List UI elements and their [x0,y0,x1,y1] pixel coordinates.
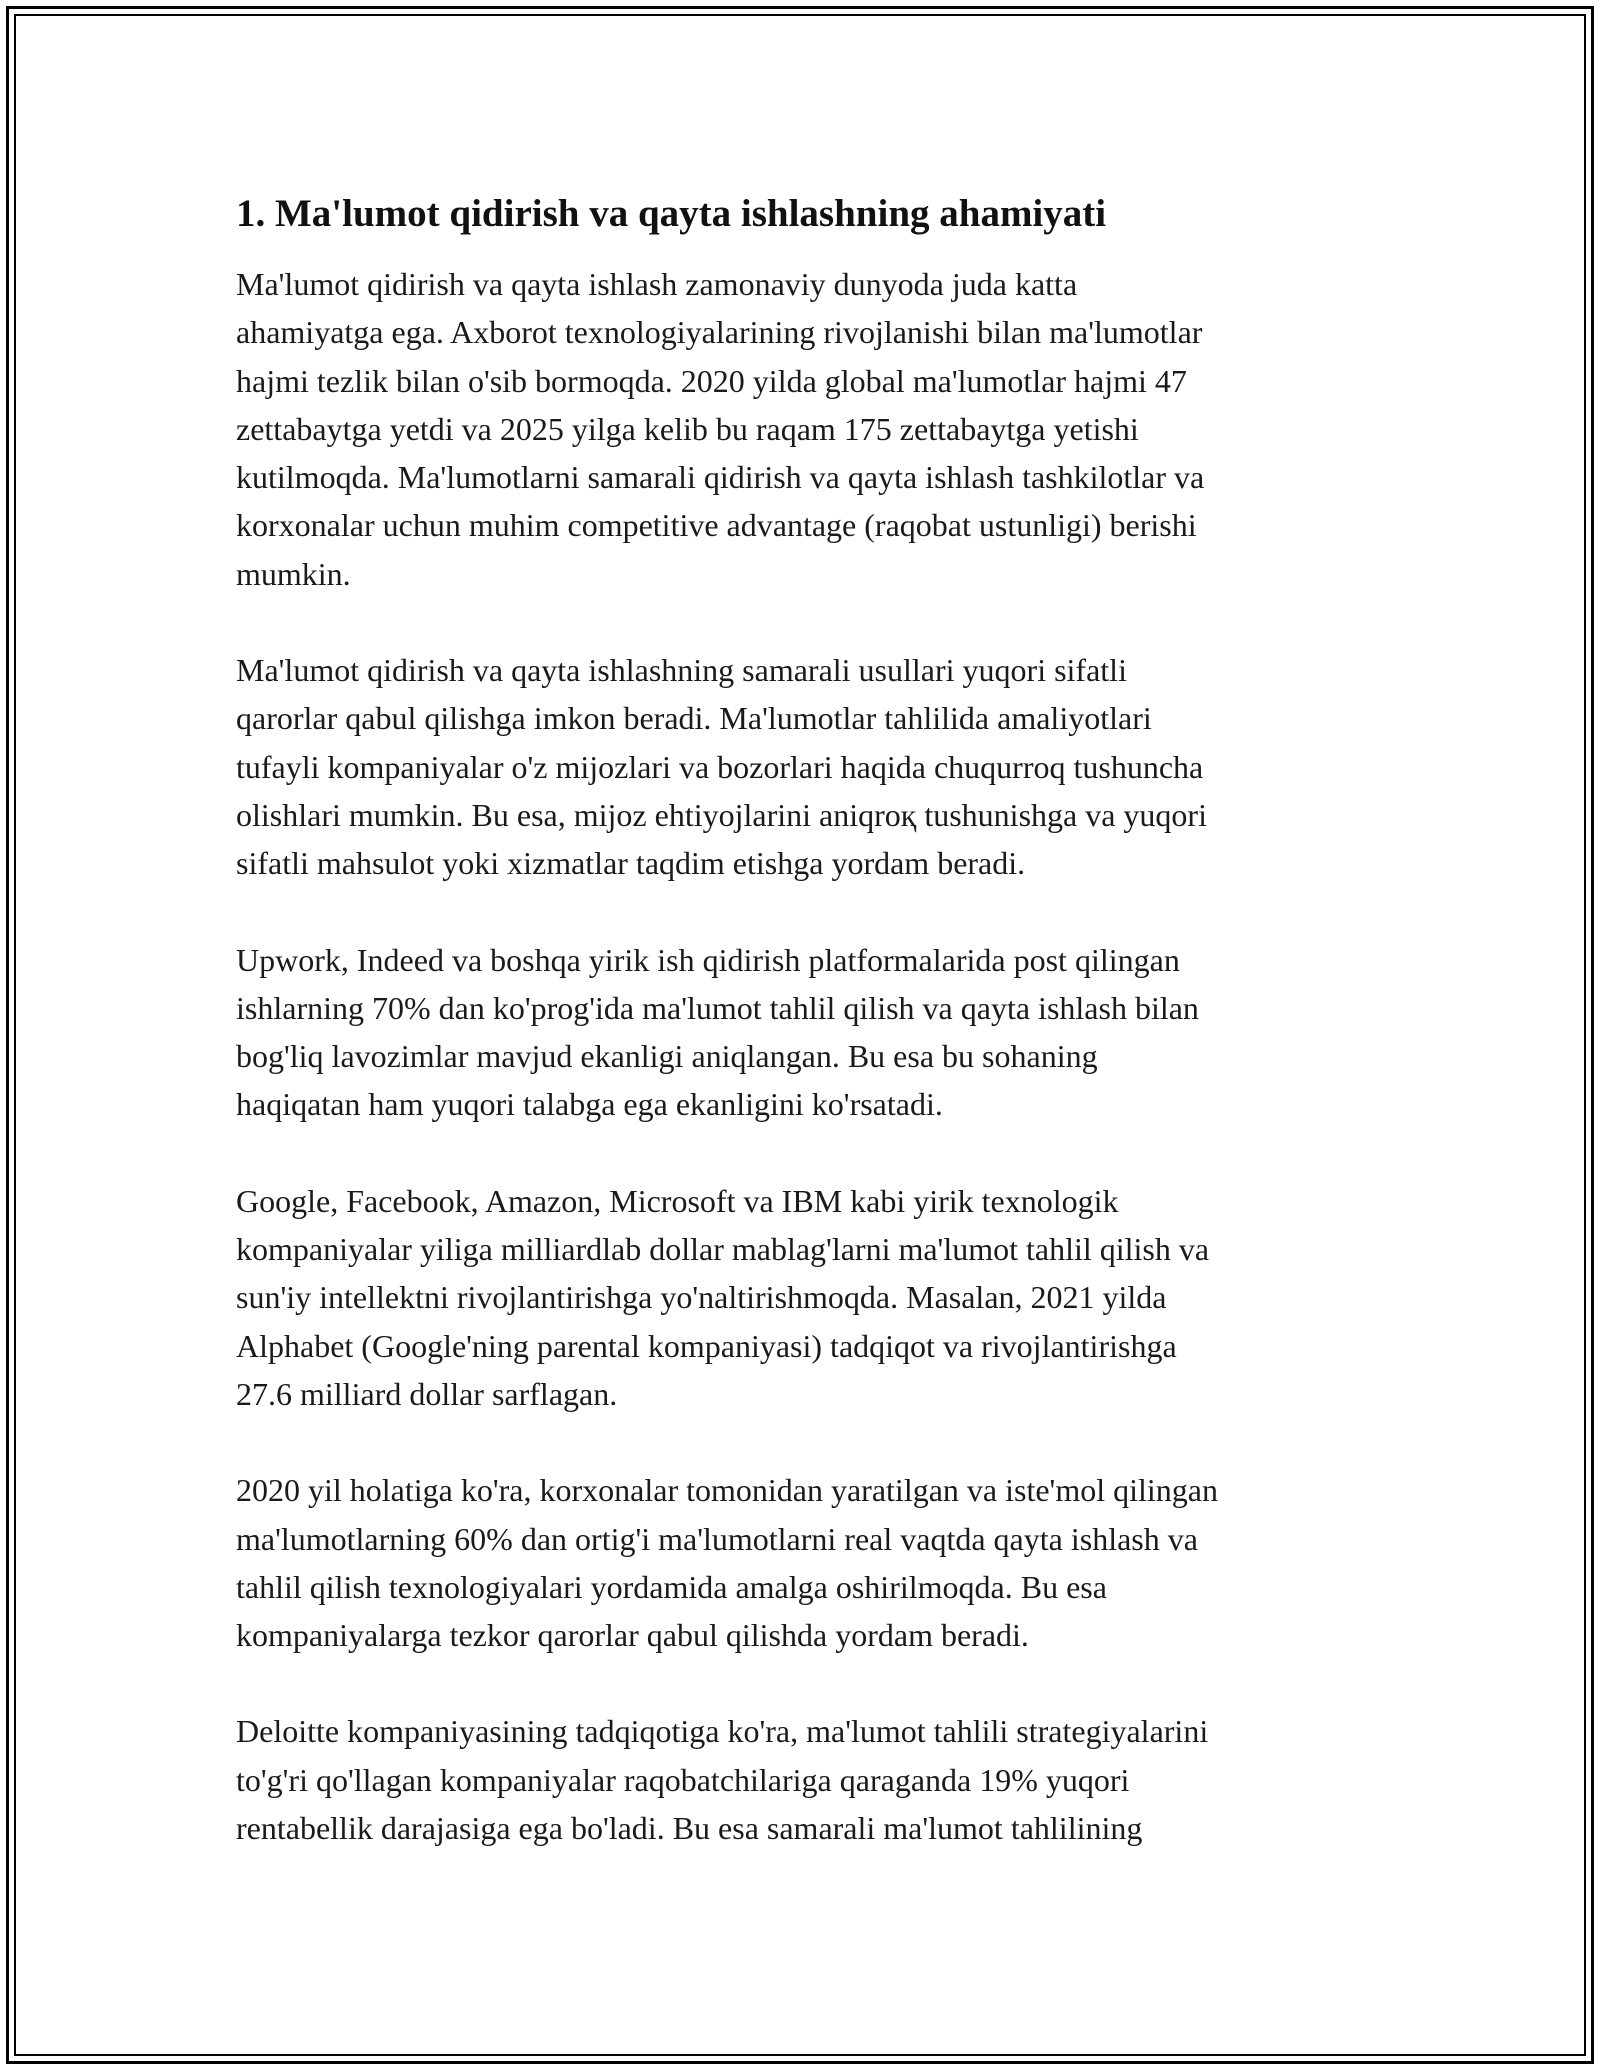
section-heading: 1. Ma'lumot qidirish va qayta ishlashning ahamiyati [236,192,1107,235]
paragraph-6 [236,1707,1366,1852]
paragraph-line: 2020 yil holatiga ko'ra, korxonalar tomonidan yaratilgan va iste'mol qilingan [236,1472,1218,1509]
paragraph-line: ishlarning 70% dan ko'prog'ida ma'lumot tahlil qilish va qayta ishlash bilan [236,989,1199,1026]
paragraph-4 [236,1177,1366,1418]
paragraph-line: mumkin. [236,555,351,592]
paragraph-line: to'g'ri qo'llagan kompaniyalar raqobatchilariga qaraganda 19% yuqori [236,1761,1130,1798]
paragraph-3 [236,936,1366,1129]
paragraph-line: Upwork, Indeed va boshqa yirik ish qidirish platformalarida post qilingan [236,941,1180,978]
paragraph-line: kompaniyalarga tezkor qarorlar qabul qilishda yordam beradi. [236,1617,1029,1654]
paragraph-line: Ma'lumot qidirish va qayta ishlash zamonaviy dunyoda juda katta [236,266,1078,302]
paragraph-line: tahlil qilish texnologiyalari yordamida amalga oshirilmoqda. Bu esa [236,1568,1107,1605]
paragraph-line: kompaniyalar yiliga milliardlab dollar mablag'larni ma'lumot tahlil qilish va [236,1231,1210,1268]
paragraph-line: Deloitte kompaniyasining tadqiqotiga ko'ra, ma'lumot tahlili strategiyalarini [236,1713,1209,1750]
paragraph-line: haqiqatan ham yuqori talabga ega ekanligini ko'rsatadi. [236,1086,943,1123]
paragraph-1 [236,260,1366,598]
paragraph-line: ahamiyatga ega. Axborot texnologiyalarining rivojlanishi bilan ma'lumotlar [236,314,1203,351]
paragraph-line: qarorlar qabul qilishga imkon beradi. Ma'lumotlar tahlilida amaliyotlari [236,700,1152,737]
paragraph-line: ma'lumotlarning 60% dan ortig'i ma'lumotlarni real vaqtda qayta ishlash va [236,1520,1198,1557]
paragraph-line: Alphabet (Google'ning parental kompaniyasi) tadqiqot va rivojlantirishga [236,1327,1177,1364]
paragraph-line: kutilmoqda. Ma'lumotlarni samarali qidirish va qayta ishlash tashkilotlar va [236,459,1205,496]
paragraph-line: korxonalar uchun muhim competitive advantage (raqobat ustunligi) berishi [236,507,1197,544]
paragraph-line: sifatli mahsulot yoki xizmatlar taqdim etishga yordam beradi. [236,845,1026,882]
paragraph-line: zettabaytga yetdi va 2025 yilga kelib bu raqam 175 zettabaytga yetishi [236,410,1139,447]
document-body [236,186,1366,1900]
paragraph-line: hajmi tezlik bilan o'sib bormoqda. 2020 yilda global ma'lumotlar hajmi 47 [236,362,1187,399]
paragraph-line: Google, Facebook, Amazon, Microsoft va IBM kabi yirik texnologik [236,1182,1119,1219]
paragraph-5 [236,1466,1366,1659]
paragraph-line: Ma'lumot qidirish va qayta ishlashning samarali usullari yuqori sifatli [236,652,1127,689]
paragraph-line: sun'iy intellektni rivojlantirishga yo'naltirishmoqda. Masalan, 2021 yilda [236,1279,1167,1316]
paragraph-2 [236,646,1366,887]
paragraph-line: 27.6 milliard dollar sarflagan. [236,1375,618,1412]
paragraph-line: tufayli kompaniyalar o'z mijozlari va bozorlari haqida chuqurroq tushuncha [236,748,1204,785]
paragraph-line: rentabellik darajasiga ega bo'ladi. Bu esa samarali ma'lumot tahlilining [236,1810,1143,1847]
paragraph-line: bog'liq lavozimlar mavjud ekanligi aniqlangan. Bu esa bu sohaning [236,1038,1098,1075]
paragraph-line: olishlari mumkin. Bu esa, mijoz ehtiyojlarini aniqroқ tushunishga va yuqori [236,796,1207,833]
